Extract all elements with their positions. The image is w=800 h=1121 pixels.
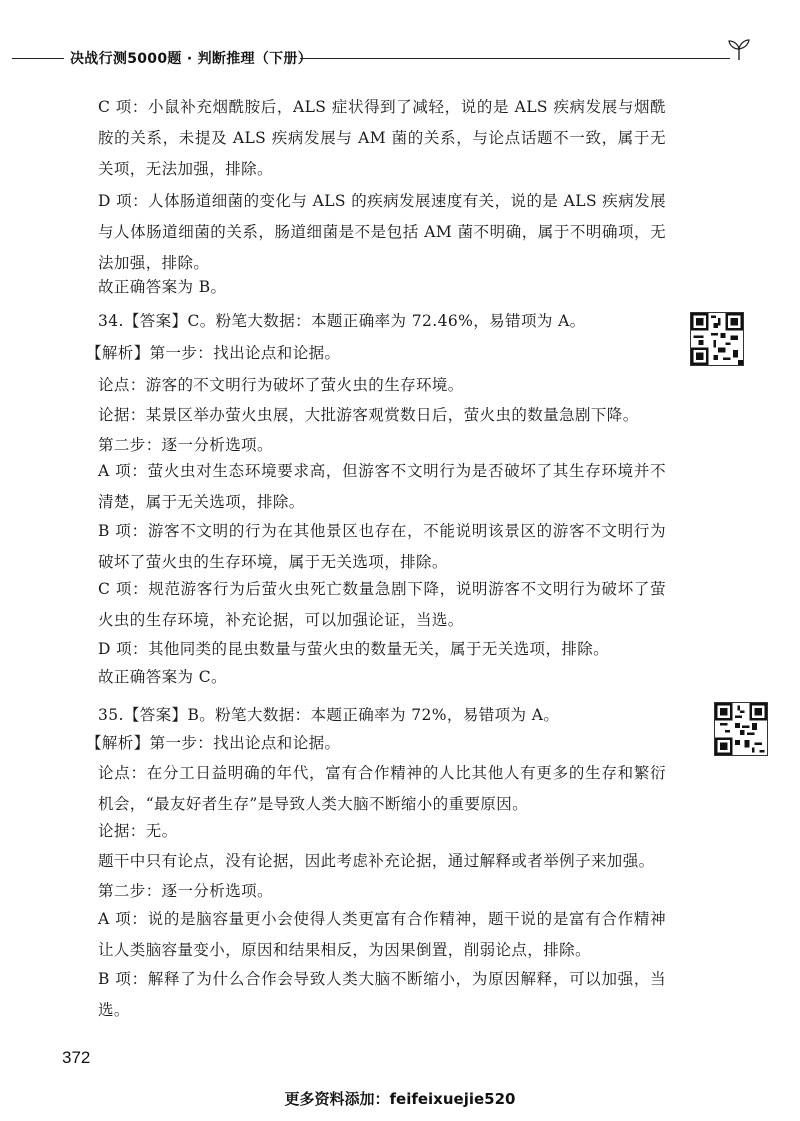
paragraph-c-option-33: C 项：小鼠补充烟酰胺后，ALS 症状得到了减轻，说的是 ALS 疾病发展与烟酰胺的关系，未提及 ALS 疾病发展与 AM 菌的关系，与论点话题不一致，属于无关项，无法加强，排除。 (98, 98, 666, 178)
paragraph-answer-34: 34.【答案】C。粉笔大数据：本题正确率为 72.46%，易错项为 A。 (98, 312, 586, 330)
paragraph-step2-35: 第二步：逐一分析选项。 (98, 882, 273, 900)
paragraph-d-option-33: D 项：人体肠道细菌的变化与 ALS 的疾病发展速度有关，说的是 ALS 疾病发展与人体肠道细菌的关系，肠道细菌是不是包括 AM 菌不明确，属于不明确项，无法加强，排除。 (98, 192, 666, 272)
qr-code-icon (690, 312, 744, 366)
page-number: 372 (62, 1048, 91, 1067)
header-title: 决战行测5000题 · 判断推理（下册） (70, 51, 313, 67)
paragraph-answer-35: 35.【答案】B。粉笔大数据：本题正确率为 72%，易错项为 A。 (98, 706, 560, 724)
paragraph-thesis-35: 论点：在分工日益明确的年代，富有合作精神的人比其他人有更多的生存和繁衍机会，“最友好者生存”是导致人类大脑不断缩小的重要原因。 (98, 764, 666, 813)
paragraph-answer-33: 故正确答案为 B。 (98, 278, 227, 296)
paragraph-c-option-34: C 项：规范游客行为后萤火虫死亡数量急剧下降，说明游客不文明行为破坏了萤火虫的生存环境，补充论据，可以加强论证，当选。 (98, 580, 666, 629)
paragraph-a-option-34: A 项：萤火虫对生态环境要求高，但游客不文明行为是否破坏了其生存环境并不清楚，属于无关选项，排除。 (98, 462, 666, 511)
paragraph-b-option-34: B 项：游客不文明的行为在其他景区也存在，不能说明该景区的游客不文明行为破坏了萤火虫的生存环境，属于无关选项，排除。 (98, 522, 666, 571)
paragraph-note-35: 题干中只有论点，没有论据，因此考虑补充论据，通过解释或者举例子来加强。 (98, 852, 655, 870)
paragraph-answer-final-34: 故正确答案为 C。 (98, 668, 227, 686)
paragraph-thesis-34: 论点：游客的不文明行为破坏了萤火虫的生存环境。 (98, 376, 464, 394)
paragraph-a-option-35: A 项：说的是脑容量更小会使得人类更富有合作精神，题干说的是富有合作精神让人类脑容量变小，原因和结果相反，为因果倒置，削弱论点，排除。 (98, 910, 666, 959)
footer-note: 更多资料添加：feifeixuejie520 (284, 1090, 516, 1108)
paragraph-evidence-35: 论据：无。 (98, 822, 178, 840)
paragraph-b-option-35: B 项：解释了为什么合作会导致人类大脑不断缩小，为原因解释，可以加强，当选。 (98, 970, 666, 1019)
paragraph-analysis-35: 【解析】第一步：找出论点和论据。 (86, 734, 341, 752)
paragraph-evidence-34: 论据：某景区举办萤火虫展，大批游客观赏数日后，萤火虫的数量急剧下降。 (98, 406, 639, 424)
paragraph-step2-34: 第二步：逐一分析选项。 (98, 436, 273, 454)
paragraph-d-option-34: D 项：其他同类的昆虫数量与萤火虫的数量无关，属于无关选项，排除。 (98, 640, 610, 658)
paragraph-analysis-34: 【解析】第一步：找出论点和论据。 (86, 344, 341, 362)
qr-code-icon (714, 702, 768, 756)
